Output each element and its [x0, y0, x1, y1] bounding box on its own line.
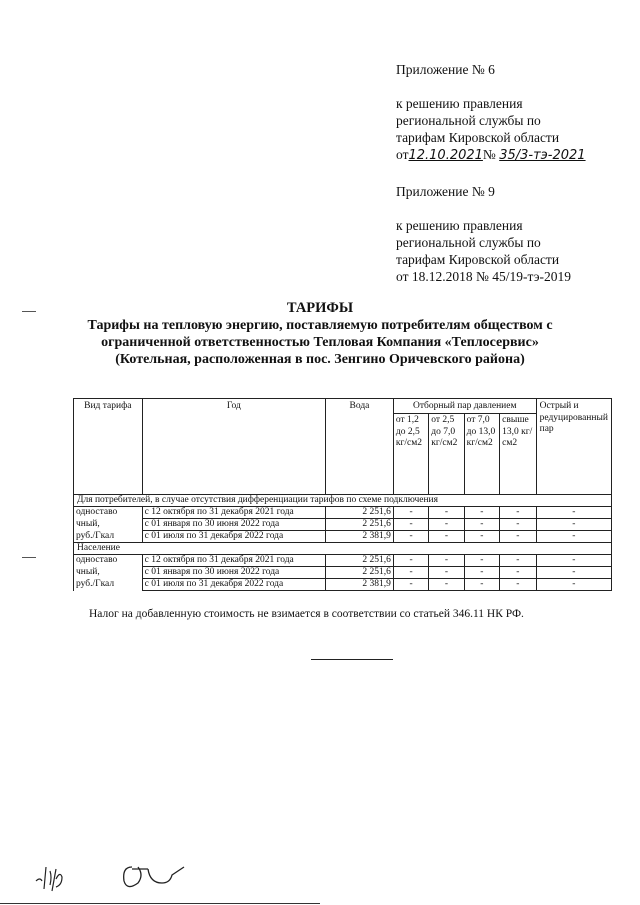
period-cell: с 01 января по 30 июня 2022 года	[142, 519, 325, 531]
dash-cell: -	[536, 579, 611, 591]
col-header-steam-3: от 7,0 до 13,0 кг/см2	[464, 414, 500, 495]
title-line-1: Тарифы на тепловую энергию, поставляемую потребителям обществом с	[87, 318, 553, 333]
table-row	[74, 555, 612, 567]
decision1-ot: от	[396, 147, 409, 162]
decision1-line: тарифам Кировской области	[396, 130, 560, 145]
dash-cell: -	[429, 579, 464, 591]
period-cell: с 12 октября по 31 декабря 2021 года	[142, 507, 325, 519]
col-header-sharp-steam: Острый и редуцированный пар	[536, 399, 611, 495]
period-cell: с 01 января по 30 июня 2022 года	[142, 567, 325, 579]
decision2-line: региональной службы по	[396, 235, 541, 250]
tariff-type: чный,	[74, 567, 143, 579]
dash-cell: -	[500, 555, 536, 567]
table-row	[74, 579, 612, 591]
tariff-type: руб./Гкал	[74, 531, 143, 543]
dash-cell: -	[536, 555, 611, 567]
tariff-type: одноставо	[74, 555, 143, 567]
dash-cell: -	[464, 507, 500, 519]
dash-cell: -	[464, 531, 500, 543]
col-header-steam-2: от 2,5 до 7,0 кг/см2	[429, 414, 464, 495]
dash-cell: -	[464, 579, 500, 591]
tariff-table-wrap	[73, 398, 612, 591]
decision1-number-handwritten: 35/3-тэ-2021	[499, 148, 586, 163]
decision1-block	[396, 95, 636, 164]
title-line-2: ограниченной ответственностью Тепловая Компания «Теплосервис»	[101, 335, 539, 350]
tariff-table	[73, 398, 612, 591]
dash-cell: -	[429, 519, 464, 531]
appendix-6-label	[396, 61, 636, 78]
decision2-line: к решению правления	[396, 218, 523, 233]
col-header-year: Год	[142, 399, 325, 495]
decision1-date-line	[396, 146, 636, 164]
decision1-date-handwritten: 12.10.2021	[408, 148, 483, 163]
dash-cell: -	[429, 555, 464, 567]
separator-line	[311, 659, 393, 660]
period-cell: с 12 октября по 31 декабря 2021 года	[142, 555, 325, 567]
document-title	[0, 300, 640, 368]
dash-cell: -	[393, 531, 428, 543]
group-label: Население	[74, 543, 612, 555]
col-header-steam-1: от 1,2 до 2,5 кг/см2	[393, 414, 428, 495]
decision1-line: к решению правления	[396, 96, 523, 111]
water-value: 2 251,6	[326, 507, 394, 519]
col-header-steam: Отборный пар давлением	[393, 399, 536, 414]
bottom-rule	[0, 903, 320, 904]
dash-cell: -	[500, 567, 536, 579]
table-row	[74, 519, 612, 531]
period-cell: с 01 июля по 31 декабря 2022 года	[142, 579, 325, 591]
dash-cell: -	[500, 579, 536, 591]
water-value: 2 381,9	[326, 579, 394, 591]
decision2-line: от 18.12.2018 № 45/19-тэ-2019	[396, 269, 571, 284]
period-cell: с 01 июля по 31 декабря 2022 года	[142, 531, 325, 543]
dash-cell: -	[464, 555, 500, 567]
dash-cell: -	[393, 555, 428, 567]
appendix-6-text: Приложение № 6	[396, 62, 495, 77]
tariff-type: руб./Гкал	[74, 579, 143, 591]
dash-cell: -	[536, 567, 611, 579]
margin-mark	[22, 311, 36, 312]
appendix-9-label	[396, 183, 636, 200]
group-label: Для потребителей, в случае отсутствия дифференциации тарифов по схеме подключения	[74, 495, 612, 507]
dash-cell: -	[429, 531, 464, 543]
dash-cell: -	[429, 507, 464, 519]
vat-note: Налог на добавленную стоимость не взимается в соответствии со статьей 346.11 НК РФ.	[89, 608, 524, 620]
margin-mark	[22, 557, 36, 558]
col-header-water: Вода	[326, 399, 394, 495]
decision2-block	[396, 217, 636, 285]
decision2-line: тарифам Кировской области	[396, 252, 560, 267]
decision1-no-sign: №	[482, 147, 496, 162]
appendix-9-text: Приложение № 9	[396, 184, 495, 199]
tariff-type: одноставо	[74, 507, 143, 519]
water-value: 2 251,6	[326, 519, 394, 531]
signature-icon	[30, 845, 230, 901]
title-line-3: (Котельная, расположенная в пос. Зенгино Оричевского района)	[115, 352, 525, 367]
table-row	[74, 507, 612, 519]
water-value: 2 381,9	[326, 531, 394, 543]
tariff-type: чный,	[74, 519, 143, 531]
water-value: 2 251,6	[326, 555, 394, 567]
dash-cell: -	[500, 507, 536, 519]
title-heading: ТАРИФЫ	[286, 300, 354, 316]
table-row	[74, 531, 612, 543]
col-header-steam-4: свыше 13,0 кг/см2	[500, 414, 536, 495]
dash-cell: -	[464, 567, 500, 579]
water-value: 2 251,6	[326, 567, 394, 579]
decision1-line: региональной службы по	[396, 113, 541, 128]
dash-cell: -	[429, 567, 464, 579]
dash-cell: -	[393, 507, 428, 519]
col-header-type: Вид тарифа	[74, 399, 143, 495]
dash-cell: -	[393, 567, 428, 579]
dash-cell: -	[536, 519, 611, 531]
table-row	[74, 567, 612, 579]
dash-cell: -	[536, 531, 611, 543]
dash-cell: -	[536, 507, 611, 519]
dash-cell: -	[393, 579, 428, 591]
dash-cell: -	[464, 519, 500, 531]
dash-cell: -	[500, 531, 536, 543]
dash-cell: -	[393, 519, 428, 531]
dash-cell: -	[500, 519, 536, 531]
